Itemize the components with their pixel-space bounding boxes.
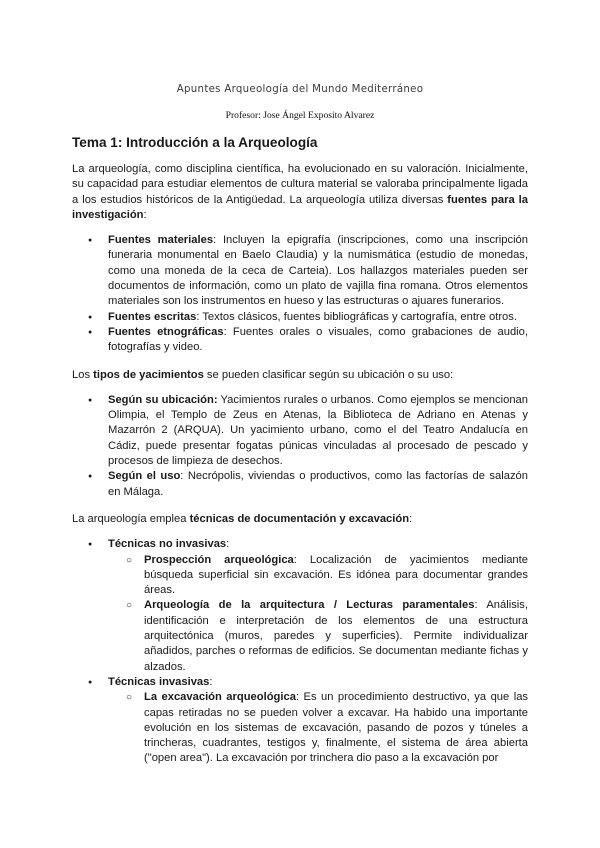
yacimientos-paragraph: Los tipos de yacimientos se pueden clasificar según su ubicación o su uso: [72,368,454,381]
sublist-item: ○ Prospección arqueológica: Localización de yacimientos mediante búsqueda superficial sin excavación. Es idónea para documentar grandes áreas. [108,553,528,599]
professor-line: Profesor: Jose Ángel Exposito Alvarez [225,110,375,121]
invasivas-sublist [108,690,528,766]
sublist-item: ○ Arqueología de la arquitectura / Lecturas paramentales: Análisis, identificación e interpretación de los elementos de una estructura arquitectónica (muros, paredes y superficies). Permite individualizar añadidos, parches o reformas de edificios. Se documentan mediante fichas y alzados. [108,598,528,674]
list-item: ● Fuentes etnográficas: Fuentes orales o visuales, como grabaciones de audio, fotografías y video. [72,325,528,356]
section-heading: Tema 1: Introducción a la Arqueología [72,135,318,150]
list-item: ● Según su ubicación: Yacimientos rurales o urbanos. Como ejemplos se mencionan Olimpia, el Templo de Zeus en Atenas, la Biblioteca de Adriano en Atenas y Mazarrón 2 (ARQUA). Un yacimiento urbano, como el del Teatro Andalucía en Cádiz, puede presentar fogatas púnicas vinculadas al procesado de pescado y procesos de limpieza de desechos. [72,393,528,469]
no-invasivas-sublist [108,553,528,675]
fuentes-list [72,233,528,355]
intro-paragraph: La arqueología, como disciplina científica, ha evolucionado en su valoración. Inicialmente, su capacidad para estudiar elementos de cultura material se valoraba principalmente ligada a los estudios históricos de la Antigüedad. La arqueología utiliza diversas fuentes para la investigación: [72,163,529,221]
tecnicas-paragraph: La arqueología emplea técnicas de documentación y excavación: [72,512,413,525]
sublist-item: ○ La excavación arqueológica: Es un procedimiento destructivo, ya que las capas retiradas no se pueden volver a excavar. Ha habido una importante evolución en los sistemas de excavación, pasando de pozos y túneles a trincheras, cuadrantes, testigos y, finalmente, el sistema de área abierta ("open area"). La excavación por trinchera dio paso a la excavación por [108,690,528,766]
yacimientos-list [72,393,528,500]
list-item: ● Técnicas no invasivas: ○ Prospección arqueológica: Localización de yacimientos mediante búsqueda superficial sin excavación. Es idónea para documentar grandes áreas. ○ Arqueología de la arquitectura / Lecturas paramentales: Análisis, identificación e interpretación de los elementos de una estructura arquitectónica (muros, paredes y superficies). Permite individualizar añadidos, parches o reformas de edificios. Se documentan mediante fichas y alzados. [72,537,528,675]
document-header-title: Apuntes Arqueología del Mundo Mediterráneo [176,84,424,95]
tecnicas-list [72,537,528,766]
list-item: ● Fuentes escritas: Textos clásicos, fuentes bibliográficas y cartografía, entre otros. [72,310,528,325]
list-item: ● Técnicas invasivas: ○ La excavación arqueológica: Es un procedimiento destructivo, ya que las capas retiradas no se pueden volver a excavar. Ha habido una importante evolución en los sistemas de excavación, pasando de pozos y túneles a trincheras, cuadrantes, testigos y, finalmente, el sistema de área abierta ("open area"). La excavación por trinchera dio paso a la excavación por [72,675,528,767]
list-item: ● Según el uso: Necrópolis, viviendas o productivos, como las factorías de salazón en Málaga. [72,469,528,500]
list-item: ● Fuentes materiales: Incluyen la epigrafía (inscripciones, como una inscripción funeraria monumental en Baelo Claudia) y la numismática (estudio de monedas, como una moneda de la ceca de Carteia). Los hallazgos materiales pueden ser documentos de información, como un plato de vajilla fina romana. Otros elementos materiales son los instrumentos en hueso y las estructuras o ajuares funerarios. [72,233,528,309]
